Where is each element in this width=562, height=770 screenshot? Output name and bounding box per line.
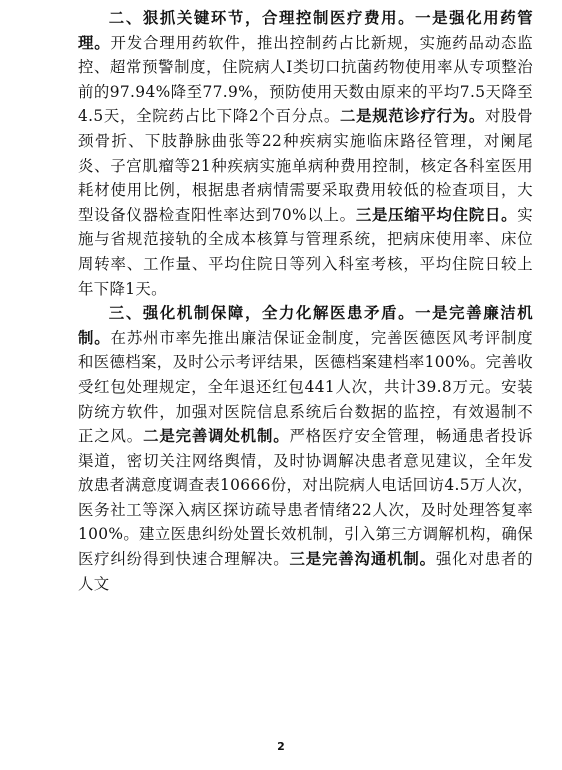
paragraph-mechanism-guarantee (78, 301, 533, 596)
body-text: 严格医疗安全管理，畅通患者投诉渠道，密切关注网络舆情，及时协调解决患者意见建议，全年发放患者满意度调查表10666份，对出院病人电话回访4.5万人次，医务社工等深入病区探访疏导患者情绪22人次，及时处理答复率100%。建立医患纠纷处置长效机制，引入第三方调解机构，确保医疗纠纷得到快速合理解决。 (78, 427, 533, 569)
body-text: 强化对患者的人文 (78, 550, 533, 593)
subheading-integrity-mechanism: 一是完善廉洁机制。 (78, 304, 533, 347)
body-text: 开发合理用药软件，推出控制药占比新规，实施药品动态监控、超常预警制度，住院病人Ⅰ类切口抗菌药物使用率从专项整治前的97.94%降至77.9%，预防使用天数由原来的平均7.5天降至4.5天，全院药占比下降2个百分点。 (78, 33, 533, 126)
section-heading: 二、狠抓关键环节，合理控制医疗费用。 (108, 9, 416, 27)
body-text: 在苏州市率先推出廉洁保证金制度，完善医德医风考评制度和医德档案，及时公示考评结果，医德档案建档率100%。完善收受红包处理规定，全年退还红包441人次，共计39.8万元。安装防统方软件，加强对医院信息系统后台数据的监控，有效遏制不正之风。 (78, 328, 533, 446)
subheading-communication-mechanism: 三是完善沟通机制。 (289, 550, 436, 569)
subheading-shorten-stay: 三是压缩平均住院日。 (355, 205, 518, 224)
subheading-mediation-mechanism: 二是完善调处机制。 (143, 427, 290, 446)
body-text: 实施与省规范接轨的全成本核算与管理系统，把病床使用率、床位周转率、工作量、平均住院日等列入科室考核，平均住院日较上年下降1天。 (78, 205, 533, 298)
body-text: 对股骨颈骨折、下肢静脉曲张等22种疾病实施临床路径管理，对阑尾炎、子宫肌瘤等21种疾病实施单病种费用控制，核定各科室医用耗材使用比例，根据患者病情需要采取费用较低的检查项目，大型设备仪器检查阳性率达到70%以上。 (78, 107, 533, 224)
document-body (78, 6, 533, 596)
paragraph-cost-control (78, 6, 533, 301)
page-number: 2 (277, 740, 285, 753)
subheading-drug-management: 一是强化用药管理。 (78, 9, 533, 52)
subheading-standardize-treatment: 二是规范诊疗行为。 (340, 107, 486, 126)
section-heading: 三、强化机制保障，全力化解医患矛盾。 (108, 304, 416, 323)
